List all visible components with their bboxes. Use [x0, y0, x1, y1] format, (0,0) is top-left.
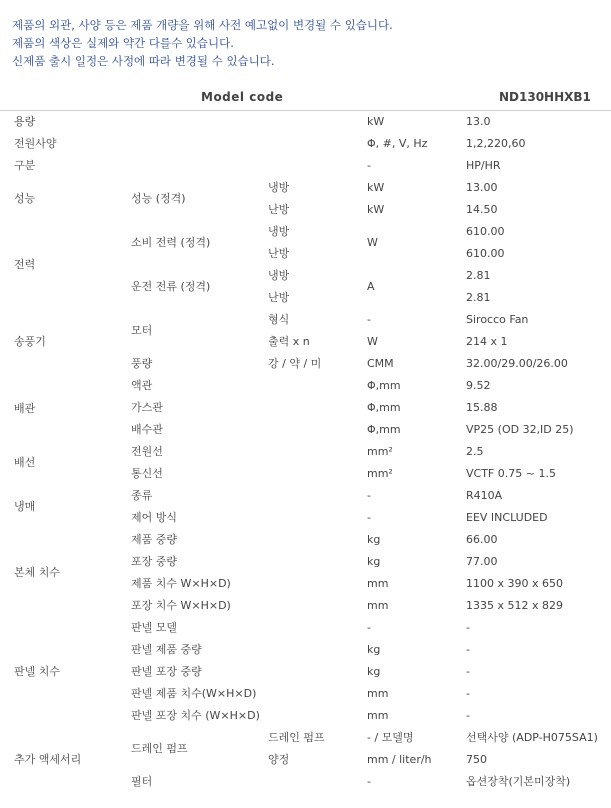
spec-cell-c5: 2.5	[466, 445, 484, 458]
spec-group-label: 배관	[14, 402, 36, 415]
spec-cell-c5: 선택사양 (ADP-H075SA1)	[466, 731, 598, 744]
spec-cell-c5: 750	[466, 753, 487, 766]
spec-cell-c5: 13.00	[466, 181, 498, 194]
spec-cell-c4: -	[367, 511, 371, 524]
spec-group-label: 성능 (정격)	[131, 192, 186, 205]
spec-cell-c4: - / 모델명	[367, 731, 414, 744]
spec-cell-c4: Φ, #, V, Hz	[367, 137, 428, 150]
spec-cell-c2: 판넬 모델	[131, 621, 178, 634]
spec-cell-c5: 77.00	[466, 555, 498, 568]
spec-cell-c4: kg	[367, 555, 381, 568]
spec-cell-c2: 배수관	[131, 423, 163, 436]
spec-group-label: 모터	[131, 324, 153, 337]
spec-cell-c2: 풍량	[131, 357, 153, 370]
spec-cell-c2: 판넬 포장 치수 (W×H×D)	[131, 709, 260, 722]
spec-cell-c4: kW	[367, 203, 385, 216]
spec-cell-c2: 포장 치수 W×H×D)	[131, 599, 231, 612]
notice-block	[12, 16, 393, 70]
spec-cell-c5: 1100 x 390 x 650	[466, 577, 563, 590]
spec-cell-c5: 1,2,220,60	[466, 137, 526, 150]
spec-group-label: 배선	[14, 456, 36, 469]
spec-cell-c4: -	[367, 489, 371, 502]
spec-cell-c4: kW	[367, 181, 385, 194]
notice-line: 제품의 외관, 사양 등은 제품 개량을 위해 사전 예고없이 변경될 수 있습니다.	[12, 18, 393, 32]
spec-cell-c3: 형식	[268, 313, 290, 326]
spec-cell-c3: 냉방	[268, 269, 290, 282]
spec-cell-c2: 판넬 포장 중량	[131, 665, 202, 678]
spec-group-label: A	[367, 280, 375, 293]
spec-cell-c2: 전원선	[131, 445, 163, 458]
spec-cell-c5: 1335 x 512 x 829	[466, 599, 563, 612]
spec-group-label: 소비 전력 (정격)	[131, 236, 211, 249]
spec-cell-c5: 2.81	[466, 291, 491, 304]
spec-group-label: 성능	[14, 192, 36, 205]
spec-cell-c3: 난방	[268, 291, 290, 304]
spec-cell-c4: -	[367, 621, 371, 634]
spec-cell-c3: 냉방	[268, 225, 290, 238]
spec-cell-c5: VP25 (OD 32,ID 25)	[466, 423, 574, 436]
spec-cell-c4: Φ,mm	[367, 423, 401, 436]
spec-cell-c5: 66.00	[466, 533, 498, 546]
spec-group-label: 전력	[14, 258, 36, 271]
spec-cell-c3: 드레인 펌프	[268, 731, 325, 744]
spec-cell-c1: 전원사양	[14, 137, 57, 150]
spec-cell-c2: 가스관	[131, 401, 163, 414]
spec-cell-c5: 13.0	[466, 115, 491, 128]
spec-cell-c4: mm	[367, 709, 389, 722]
model-code-value: ND130HHXB1	[499, 90, 591, 104]
spec-cell-c5: Sirocco Fan	[466, 313, 529, 326]
spec-cell-c1: 구분	[14, 159, 36, 172]
spec-cell-c2: 필터	[131, 775, 153, 788]
spec-cell-c2: 판넬 제품 치수(W×H×D)	[131, 687, 257, 700]
spec-cell-c5: 옵션장착(기본미장착)	[466, 775, 571, 788]
spec-cell-c4: mm	[367, 577, 389, 590]
spec-cell-c5: HP/HR	[466, 159, 501, 172]
spec-cell-c3: 냉방	[268, 181, 290, 194]
spec-table-header	[0, 88, 611, 110]
spec-cell-c5: 32.00/29.00/26.00	[466, 357, 568, 370]
spec-cell-c5: 610.00	[466, 247, 505, 260]
spec-cell-c5: -	[466, 643, 470, 656]
spec-cell-c5: VCTF 0.75 ~ 1.5	[466, 467, 556, 480]
spec-cell-c2: 포장 중량	[131, 555, 178, 568]
spec-cell-c5: 2.81	[466, 269, 491, 282]
spec-cell-c4: mm	[367, 687, 389, 700]
spec-cell-c2: 제품 중량	[131, 533, 178, 546]
spec-cell-c4: -	[367, 159, 371, 172]
spec-group-label: W	[367, 236, 378, 249]
spec-cell-c5: -	[466, 621, 470, 634]
spec-group-label: 본체 치수	[14, 566, 61, 579]
spec-group-label: 추가 액세서리	[14, 753, 82, 766]
spec-cell-c5: 14.50	[466, 203, 498, 216]
spec-cell-c3: 강 / 약 / 미	[268, 357, 322, 370]
spec-cell-c2: 액관	[131, 379, 153, 392]
spec-cell-c5: -	[466, 709, 470, 722]
spec-cell-c2: 종류	[131, 489, 153, 502]
spec-cell-c5: R410A	[466, 489, 503, 502]
spec-cell-c2: 통신선	[131, 467, 163, 480]
spec-cell-c4: mm²	[367, 467, 393, 480]
spec-cell-c4: -	[367, 313, 371, 326]
spec-cell-c4: kW	[367, 115, 385, 128]
spec-group-label: 송풍기	[14, 335, 46, 348]
spec-cell-c4: CMM	[367, 357, 394, 370]
spec-cell-c3: 출력 x n	[268, 335, 310, 348]
model-code-label: Model code	[201, 90, 284, 104]
spec-cell-c5: 610.00	[466, 225, 505, 238]
spec-group-label: 운전 전류 (정격)	[131, 280, 211, 293]
spec-cell-c5: -	[466, 665, 470, 678]
spec-cell-c5: -	[466, 687, 470, 700]
spec-cell-c5: 9.52	[466, 379, 491, 392]
spec-cell-c5: 214 x 1	[466, 335, 508, 348]
notice-line: 신제품 출시 일정은 사정에 따라 변경될 수 있습니다.	[12, 54, 275, 68]
spec-cell-c4: kg	[367, 643, 381, 656]
spec-cell-c4: W	[367, 335, 378, 348]
spec-cell-c5: EEV INCLUDED	[466, 511, 548, 524]
spec-group-label: 판넬 치수	[14, 665, 61, 678]
spec-cell-c1: 용량	[14, 115, 36, 128]
spec-group-label: 냉매	[14, 500, 36, 513]
spec-cell-c3: 양정	[268, 753, 290, 766]
spec-cell-c4: Φ,mm	[367, 401, 401, 414]
spec-cell-c2: 제품 치수 W×H×D)	[131, 577, 231, 590]
spec-cell-c3: 난방	[268, 203, 290, 216]
spec-cell-c5: 15.88	[466, 401, 498, 414]
spec-cell-c4: mm / liter/h	[367, 753, 432, 766]
spec-cell-c2: 판넬 제품 중량	[131, 643, 202, 656]
spec-group-label: 드레인 펌프	[131, 742, 188, 755]
spec-cell-c4: -	[367, 775, 371, 788]
spec-cell-c3: 난방	[268, 247, 290, 260]
notice-line: 제품의 색상은 실제와 약간 다를수 있습니다.	[12, 36, 234, 50]
spec-cell-c4: kg	[367, 665, 381, 678]
spec-cell-c4: Φ,mm	[367, 379, 401, 392]
spec-cell-c4: kg	[367, 533, 381, 546]
spec-cell-c4: mm²	[367, 445, 393, 458]
spec-cell-c4: mm	[367, 599, 389, 612]
spec-cell-c2: 제어 방식	[131, 511, 178, 524]
